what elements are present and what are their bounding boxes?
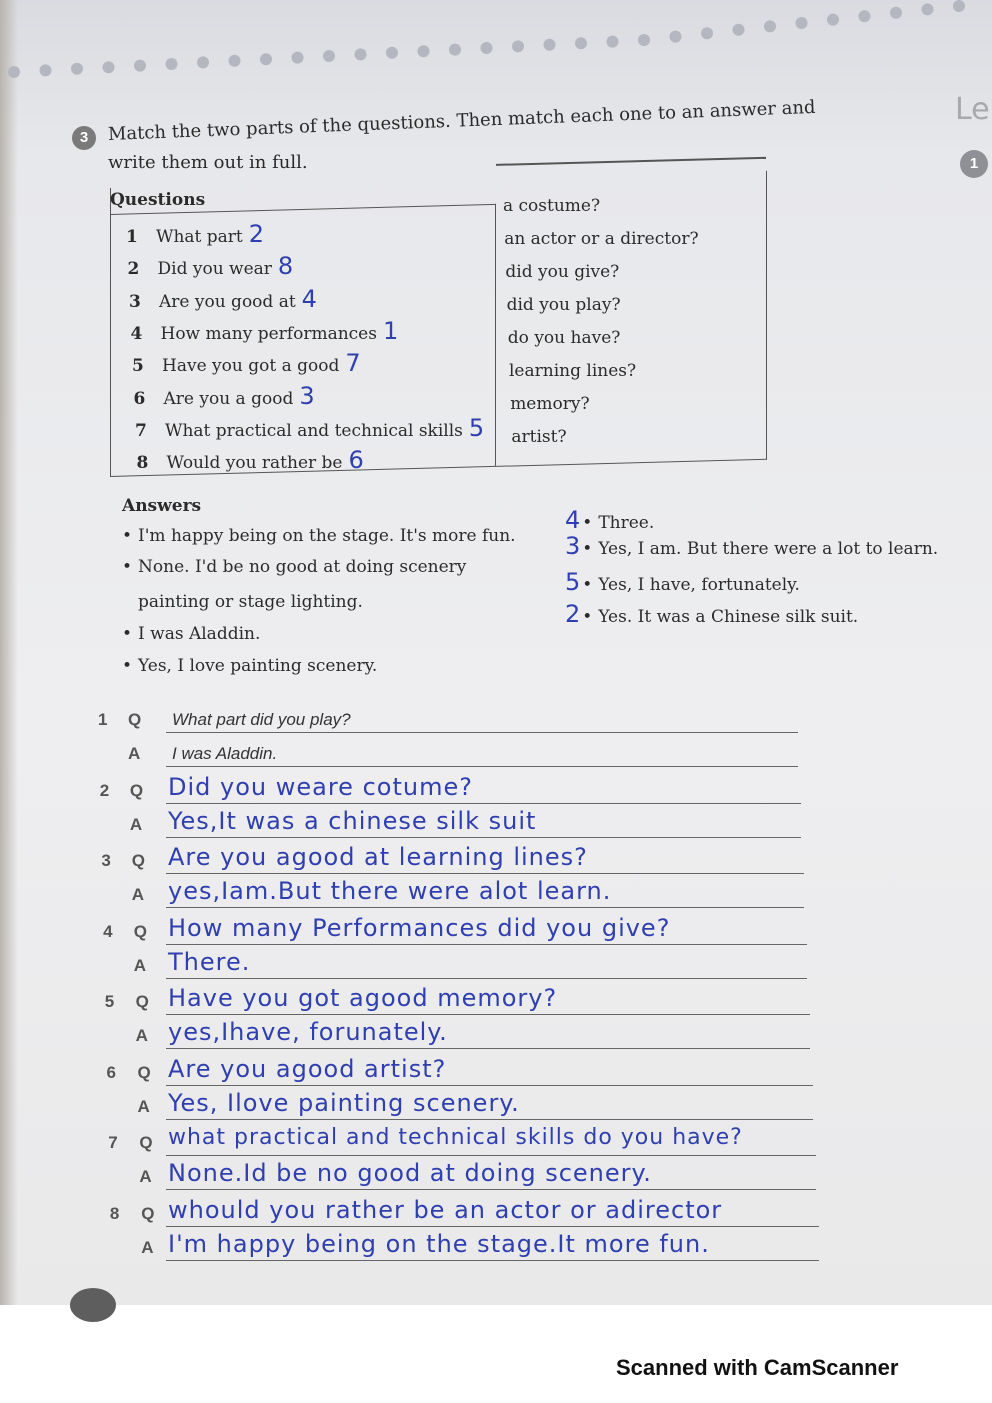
bullet: •: [582, 539, 593, 559]
answer-option: [565, 568, 800, 596]
question-row: [132, 349, 361, 377]
writing-line: [166, 837, 801, 838]
written-answer: I was Aladdin.: [172, 744, 278, 763]
written-answer: Yes,It was a chinese silk suit: [168, 806, 537, 835]
answer-text: Three.: [598, 513, 655, 533]
writeout-number: 5: [104, 992, 115, 1011]
handwritten-match-number: 3: [299, 381, 315, 410]
bullet: •: [582, 513, 593, 533]
bullet: •: [122, 557, 133, 577]
decorative-dot: [355, 48, 367, 60]
camscanner-footer: Scanned with CamScanner: [616, 1355, 899, 1380]
questions-heading: Questions: [110, 190, 206, 210]
answer-text: Yes. It was a Chinese silk suit.: [598, 607, 859, 627]
bullet: •: [122, 656, 133, 676]
answer-text: Yes, I am. But there were a lot to learn.: [598, 539, 939, 559]
answer-text: painting or stage lighting.: [138, 592, 363, 612]
question-ending: did you give?: [505, 262, 620, 282]
answer-label: A: [131, 885, 145, 904]
bullet: •: [122, 624, 133, 644]
answer-label: A: [129, 814, 143, 834]
question-label: Q: [128, 710, 142, 729]
question-row: [126, 220, 264, 248]
answer-option: [122, 557, 466, 577]
decorative-dot: [953, 0, 965, 12]
writing-line: [166, 1014, 810, 1015]
question-ending: do you have?: [507, 328, 621, 348]
exercise-number-badge: 3: [72, 126, 96, 150]
question-text: What practical and technical skills: [165, 420, 463, 441]
writing-line: [166, 873, 804, 874]
decorative-dot: [8, 66, 20, 78]
decorative-dot-border: [0, 0, 992, 120]
page-number-circle: [70, 1288, 116, 1322]
answer-option: [565, 506, 654, 534]
decorative-dot: [922, 3, 934, 15]
decorative-dot: [575, 37, 587, 49]
decorative-dot: [733, 24, 745, 36]
answers-heading: Answers: [122, 496, 202, 516]
decorative-dot: [260, 53, 272, 65]
writing-line: [166, 1048, 810, 1049]
question-text: Are you a good: [163, 388, 294, 409]
written-answer: There.: [168, 947, 251, 976]
answer-option: [122, 624, 260, 644]
answer-label: A: [139, 1167, 152, 1186]
answer-option: [565, 600, 858, 628]
question-number: 5: [132, 356, 144, 377]
writing-line: [166, 1260, 819, 1261]
answer-option: [122, 526, 516, 546]
handwritten-match-number: 1: [382, 316, 399, 345]
written-question: Have you got agood memory?: [168, 984, 558, 1012]
handwritten-match-number: 6: [348, 446, 364, 475]
question-label: Q: [131, 851, 146, 870]
decorative-dot: [859, 10, 871, 22]
writeout-number: 3: [101, 851, 111, 870]
written-question: How many Performances did you give?: [168, 913, 671, 942]
writing-line: [166, 803, 801, 804]
written-answer: Yes, Ilove painting scenery.: [168, 1088, 520, 1117]
question-ending: learning lines?: [509, 361, 637, 381]
decorative-dot: [40, 64, 52, 76]
written-question: Did you weare cotume?: [168, 772, 473, 801]
writeout-number: 4: [103, 921, 113, 941]
question-row: [131, 317, 399, 345]
question-label: Q: [139, 1133, 153, 1152]
decorative-dot: [449, 44, 461, 56]
written-question: Are you agood artist?: [168, 1054, 447, 1083]
written-answer: None.Id be no good at doing scenery.: [168, 1159, 652, 1187]
question-ending: did you play?: [506, 295, 621, 315]
decorative-dot: [890, 7, 902, 19]
writing-line: [166, 732, 798, 733]
decorative-dot: [103, 61, 115, 73]
written-question: What part did you play?: [172, 710, 351, 729]
decorative-dot: [229, 55, 241, 67]
question-ending: artist?: [511, 427, 567, 447]
decorative-dot: [764, 20, 776, 32]
question-ending: an actor or a director?: [504, 229, 699, 249]
answer-label: A: [141, 1237, 154, 1257]
question-number: 2: [127, 259, 140, 280]
written-question: what practical and technical skills do you have?: [168, 1125, 743, 1150]
writeout-number: 8: [109, 1203, 120, 1223]
handwritten-match-number: 2: [565, 600, 581, 628]
answer-text: I was Aladdin.: [138, 624, 261, 644]
writing-line: [166, 1085, 813, 1086]
question-row: [134, 382, 315, 410]
question-number: 7: [135, 420, 147, 441]
answer-text: Yes, I love painting scenery.: [138, 656, 378, 676]
writing-line: [166, 1189, 816, 1190]
question-text: How many performances: [160, 323, 377, 344]
decorative-dot: [134, 60, 146, 72]
instruction-line-2: write them out in full.: [108, 152, 308, 173]
question-number: 3: [129, 291, 141, 312]
written-answer: yes,Iam.But there were alot learn.: [168, 877, 612, 905]
writeout-number: 6: [106, 1062, 116, 1082]
written-answer: I'm happy being on the stage.It more fun.: [168, 1229, 710, 1258]
handwritten-match-number: 7: [345, 349, 361, 378]
question-text: Are you good at: [159, 291, 296, 312]
handwritten-match-number: 5: [565, 568, 581, 596]
question-ending: memory?: [510, 394, 590, 414]
decorative-dot: [796, 17, 808, 29]
writeout-number: 1: [98, 710, 108, 729]
question-text: Have you got a good: [162, 356, 340, 377]
decorative-dot: [418, 45, 430, 57]
writing-line: [166, 1155, 816, 1156]
answer-text: None. I'd be no good at doing scenery: [138, 557, 467, 577]
handwritten-match-number: 4: [301, 284, 317, 313]
writing-line: [166, 944, 807, 945]
answer-option: [122, 656, 377, 676]
answer-label: A: [135, 1026, 148, 1045]
question-label: Q: [129, 780, 144, 800]
decorative-dot: [827, 14, 839, 26]
handwritten-match-number: 4: [565, 506, 581, 534]
writing-line: [166, 766, 798, 767]
decorative-dot: [481, 42, 493, 54]
written-question: Are you agood at learning lines?: [168, 843, 588, 871]
decorative-dot: [670, 31, 682, 43]
side-tab-number: 1: [960, 150, 988, 178]
writing-line: [166, 978, 807, 979]
decorative-dot: [638, 34, 650, 46]
answer-label: A: [133, 955, 146, 975]
decorative-dot: [197, 56, 209, 68]
writing-line: [166, 907, 804, 908]
side-tab-label: Le: [955, 92, 990, 127]
bullet: •: [582, 607, 593, 627]
answer-option: [565, 532, 938, 560]
instruction-line-1: Match the two parts of the questions. Then match each one to an answer and: [107, 96, 816, 145]
question-number: 8: [136, 453, 149, 474]
decorative-dot: [386, 47, 398, 59]
question-number: 6: [133, 388, 146, 409]
written-question: whould you rather be an actor or adirector: [168, 1195, 723, 1224]
question-row: [128, 252, 294, 280]
answer-label: A: [137, 1096, 150, 1116]
answer-label: A: [128, 744, 141, 763]
decorative-dot: [323, 50, 335, 62]
page-edge-shadow: [0, 0, 18, 1305]
decorative-dot: [71, 63, 83, 75]
writing-line: [166, 1119, 813, 1120]
handwritten-match-number: 8: [277, 252, 294, 281]
question-label: Q: [141, 1203, 155, 1223]
decorative-dot: [292, 52, 304, 64]
decorative-dot: [166, 58, 178, 70]
writeout-number: 7: [108, 1133, 118, 1152]
decorative-dot: [607, 36, 619, 48]
question-number: 1: [126, 227, 138, 247]
question-number: 4: [130, 323, 143, 344]
handwritten-match-number: 3: [565, 532, 581, 560]
question-text: What part: [156, 227, 243, 247]
question-text: Would you rather be: [166, 453, 343, 474]
handwritten-match-number: 5: [468, 413, 485, 442]
decorative-dot: [544, 39, 556, 51]
handwritten-match-number: 2: [248, 220, 265, 248]
answer-text: I'm happy being on the stage. It's more fun.: [138, 526, 516, 546]
bullet: •: [582, 575, 593, 595]
decorative-dot: [512, 40, 524, 52]
question-row: [137, 446, 364, 474]
answer-option: [138, 592, 363, 612]
question-row: [135, 414, 484, 442]
question-text: Did you wear: [157, 259, 272, 280]
writing-line: [166, 1226, 819, 1227]
question-ending: a costume?: [503, 196, 601, 216]
writeout-number: 2: [99, 780, 110, 800]
question-row: [129, 285, 317, 313]
question-label: Q: [137, 1062, 151, 1082]
bullet: •: [122, 526, 133, 546]
decorative-dot: [701, 27, 713, 39]
question-label: Q: [135, 992, 149, 1011]
question-label: Q: [133, 921, 147, 941]
answer-text: Yes, I have, fortunately.: [598, 575, 800, 595]
written-answer: yes,Ihave, forunately.: [168, 1018, 448, 1046]
